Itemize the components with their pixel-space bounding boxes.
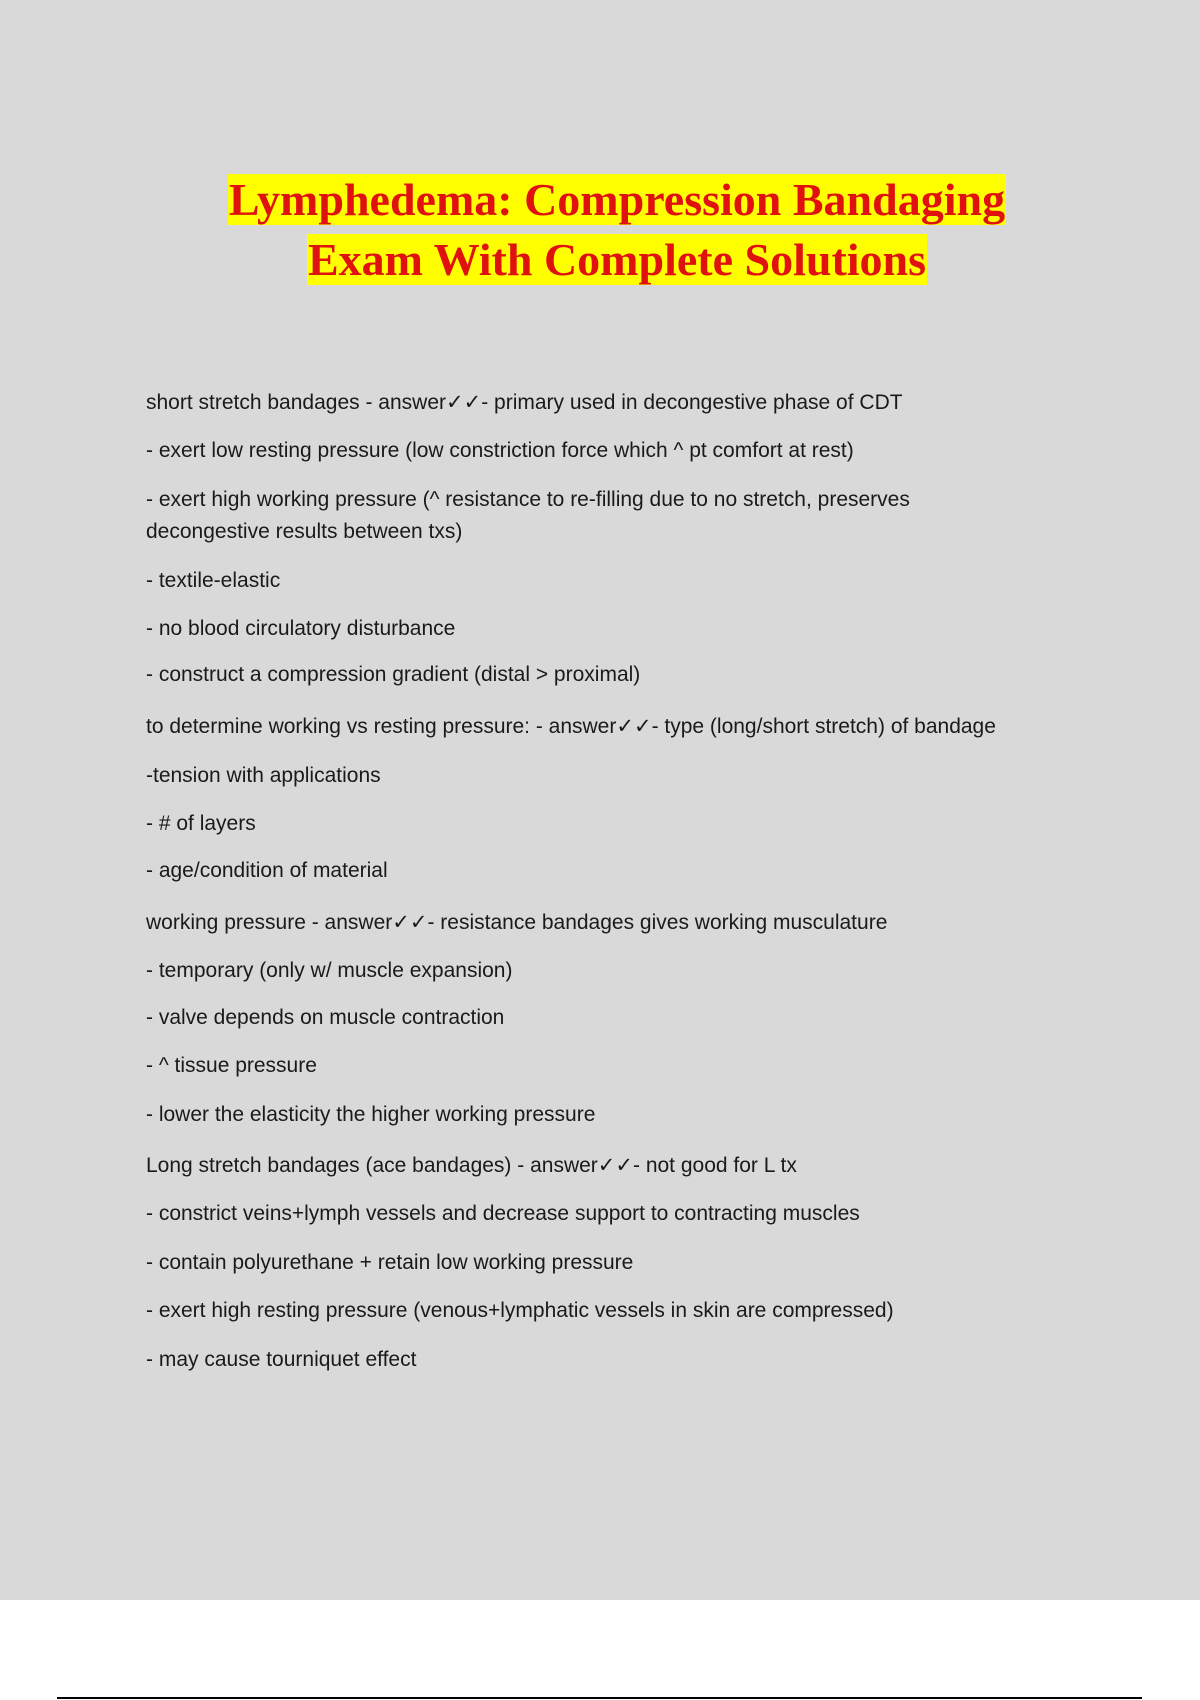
- answer-line: - no blood circulatory disturbance: [146, 617, 456, 640]
- answer-line: - ^ tissue pressure: [146, 1054, 317, 1077]
- title-line-2: Exam With Complete Solutions: [307, 234, 927, 285]
- answer-line: - # of layers: [146, 812, 256, 835]
- checkmark-icon: ✓✓: [597, 1154, 633, 1177]
- answer-line: - age/condition of material: [146, 859, 388, 882]
- answer-line: - lower the elasticity the higher working pressure: [146, 1103, 596, 1126]
- checkmark-icon: ✓✓: [392, 911, 428, 934]
- question-working-pressure: working pressure - answer✓✓- resistance bandages gives working musculature: [146, 911, 888, 934]
- answer-line: - contain polyurethane + retain low working pressure: [146, 1251, 634, 1274]
- answer-line: - valve depends on muscle contraction: [146, 1006, 505, 1029]
- checkmark-icon: ✓✓: [616, 715, 652, 738]
- answer-line: - temporary (only w/ muscle expansion): [146, 959, 513, 982]
- answer-line: -tension with applications: [146, 764, 381, 787]
- answer-line: - may cause tourniquet effect: [146, 1348, 417, 1371]
- title-line-1: Lymphedema: Compression Bandaging: [228, 174, 1006, 225]
- question-long-stretch-bandages: Long stretch bandages (ace bandages) - answer✓✓- not good for L tx: [146, 1154, 797, 1177]
- checkmark-icon: ✓✓: [446, 391, 482, 414]
- question-short-stretch-bandages: short stretch bandages - answer✓✓- primary used in decongestive phase of CDT: [146, 391, 903, 414]
- answer-line: - exert high working pressure (^ resistance to re-filling due to no stretch, preserves decongestive results between txs): [146, 488, 910, 543]
- answer-line: - textile-elastic: [146, 569, 281, 592]
- answer-line: - exert high resting pressure (venous+lymphatic vessels in skin are compressed): [146, 1299, 894, 1322]
- answer-line: - constrict veins+lymph vessels and decrease support to contracting muscles: [146, 1202, 860, 1225]
- page-title: [0, 170, 1200, 290]
- question-working-vs-resting: to determine working vs resting pressure: - answer✓✓- type (long/short stretch) of bandage: [146, 715, 996, 738]
- bottom-divider: [57, 1697, 1142, 1699]
- answer-line: - construct a compression gradient (distal > proximal): [146, 663, 641, 686]
- answer-line: - exert low resting pressure (low constriction force which ^ pt comfort at rest): [146, 439, 854, 462]
